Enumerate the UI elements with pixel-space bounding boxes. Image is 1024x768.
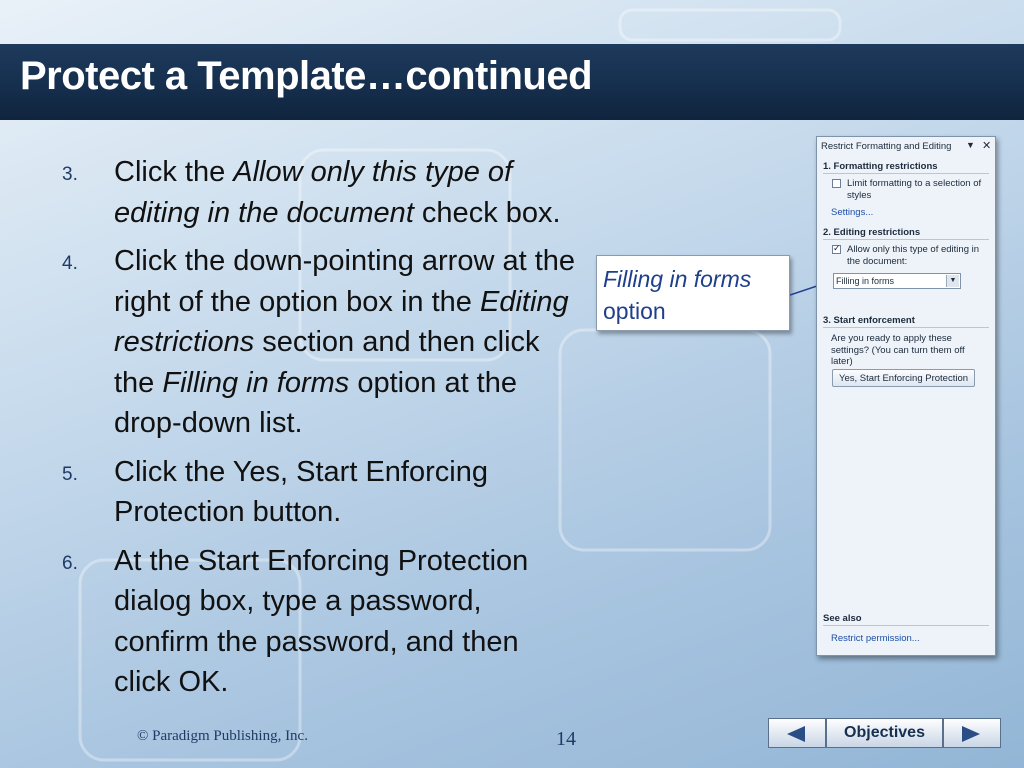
arrow-left-icon xyxy=(787,726,805,742)
slide-title: Protect a Template…continued xyxy=(20,54,593,98)
callout-subtitle: option xyxy=(603,298,666,324)
step-number: 4. xyxy=(62,253,78,274)
pane-menu-arrow-icon[interactable]: ▼ xyxy=(966,140,975,150)
allow-editing-label: Allow only this type of editing in the document: xyxy=(847,244,980,267)
section-editing-heading: 2. Editing restrictions xyxy=(823,227,989,240)
page-number: 14 xyxy=(556,728,576,750)
previous-slide-button[interactable] xyxy=(768,718,826,748)
restrict-editing-pane xyxy=(816,136,996,656)
pane-header xyxy=(821,141,991,155)
copyright-footer: © Paradigm Publishing, Inc. xyxy=(137,728,308,744)
start-enforcing-button[interactable]: Yes, Start Enforcing Protection xyxy=(832,369,975,387)
step-item xyxy=(62,452,582,533)
step-text: Click the down-pointing arrow at the right of the option box in the Editing restrictions section and then click the Filling in forms option at the drop-down list. xyxy=(114,245,576,439)
step-number: 5. xyxy=(62,463,78,485)
step-number: 6. xyxy=(62,552,78,574)
section-formatting-heading: 1. Formatting restrictions xyxy=(823,161,989,174)
limit-formatting-label: Limit formatting to a selection of styles xyxy=(847,178,982,201)
enforcement-description: Are you ready to apply these settings? (You can turn them off later) xyxy=(831,333,965,367)
section-enforcement-heading: 3. Start enforcement xyxy=(823,315,989,328)
limit-formatting-checkbox[interactable] xyxy=(832,179,841,188)
next-slide-button[interactable] xyxy=(943,718,1001,748)
section-see-also-heading: See also xyxy=(823,613,989,626)
pane-close-icon[interactable]: ✕ xyxy=(982,140,992,152)
step-text: Click the Yes, Start Enforcing Protection button. xyxy=(114,455,488,528)
step-item xyxy=(62,541,582,703)
step-number: 3. xyxy=(62,164,78,185)
editing-type-select[interactable] xyxy=(833,273,961,289)
step-text: At the Start Enforcing Protection dialog box, type a password, confirm the password, and then click OK. xyxy=(114,544,529,698)
allow-editing-checkbox[interactable] xyxy=(832,245,841,254)
editing-type-value: Filling in forms xyxy=(836,276,895,286)
objectives-button[interactable] xyxy=(826,718,943,748)
chevron-down-icon[interactable]: ▼ xyxy=(946,275,959,287)
step-item xyxy=(62,241,582,444)
slide-navigation xyxy=(768,718,1001,748)
steps-list xyxy=(62,152,582,711)
restrict-permission-link[interactable]: Restrict permission... xyxy=(831,633,920,644)
step-text: Click the Allow only this type of editing in the document check box. xyxy=(114,156,561,229)
arrow-right-icon xyxy=(962,726,980,742)
objectives-label: Objectives xyxy=(844,724,925,741)
settings-link[interactable]: Settings... xyxy=(831,207,874,218)
callout-box xyxy=(596,255,790,331)
pane-title: Restrict Formatting and Editing xyxy=(821,141,952,152)
step-item xyxy=(62,152,582,233)
callout-title: Filling in forms xyxy=(603,266,752,292)
